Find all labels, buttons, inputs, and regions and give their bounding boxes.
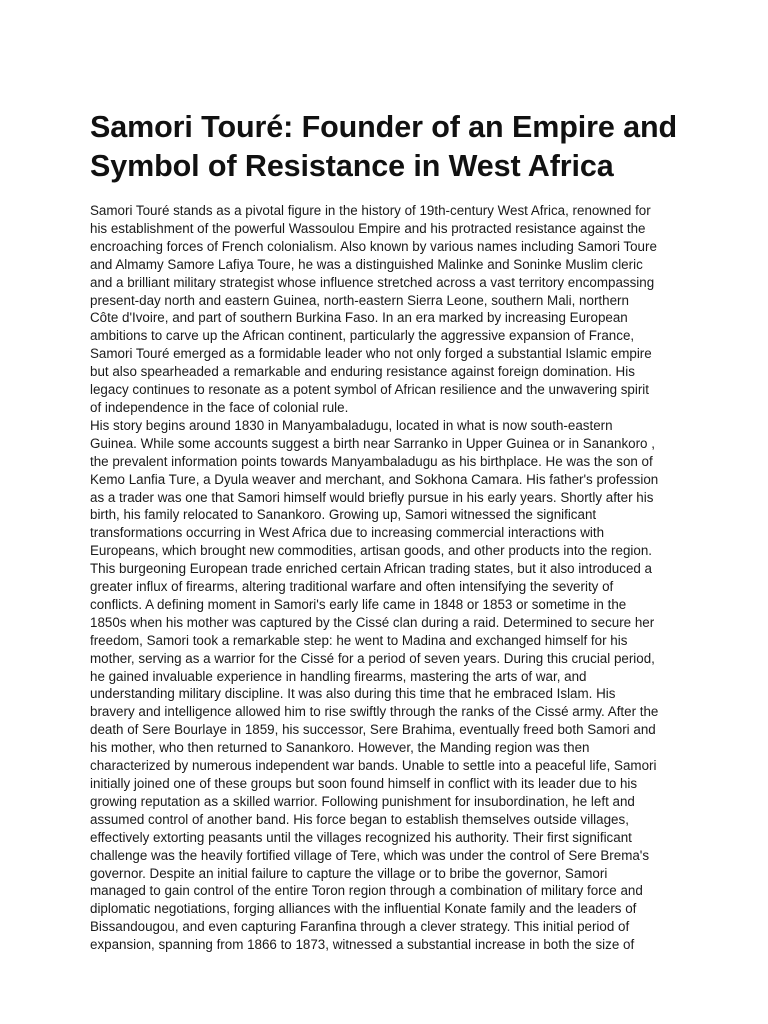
- paragraph-line: of independence in the face of colonial rule.: [90, 399, 349, 415]
- paragraph-line: governor. Despite an initial failure to capture the village or to bribe the governor, Samori: [90, 865, 608, 881]
- paragraph-line: freedom, Samori took a remarkable step: he went to Madina and exchanged himself for his: [90, 632, 628, 648]
- paragraph-line: assumed control of another band. His force began to establish themselves outside villages,: [90, 811, 629, 827]
- paragraph-line: present-day north and eastern Guinea, north-eastern Sierra Leone, southern Mali, northern: [90, 292, 629, 308]
- paragraph-line: death of Sere Bourlaye in 1859, his successor, Sere Brahima, eventually freed both Samori and: [90, 722, 656, 738]
- paragraph-container: [90, 202, 690, 954]
- paragraph-line: legacy continues to resonate as a potent symbol of African resilience and the unwavering spirit: [90, 382, 650, 398]
- paragraph-line: but also spearheaded a remarkable and enduring resistance against foreign domination. His: [90, 364, 635, 380]
- paragraph-line: bravery and intelligence allowed him to rise swiftly through the ranks of the Cissé army. After the: [90, 704, 659, 720]
- paragraph-line: as a trader was one that Samori himself would briefly pursue in his early years. Shortly after his: [90, 489, 654, 505]
- paragraph-line: Bissandougou, and even capturing Faranfina through a clever strategy. This initial period of: [90, 919, 630, 935]
- paragraph-line: birth, his family relocated to Sanankoro. Growing up, Samori witnessed the significant: [90, 507, 597, 523]
- document-title: [90, 108, 690, 186]
- paragraph-line: Guinea. While some accounts suggest a birth near Sarranko in Upper Guinea or in Sanankoro ,: [90, 435, 655, 451]
- paragraph-line: His story begins around 1830 in Manyambaladugu, located in what is now south-eastern: [90, 417, 613, 433]
- document-page: [90, 108, 690, 954]
- paragraph-line: Côte d'Ivoire, and part of southern Burkina Faso. In an era marked by increasing European: [90, 310, 628, 326]
- title-line: Symbol of Resistance in West Africa: [90, 149, 614, 183]
- paragraph-line: he gained invaluable experience in handling firearms, mastering the arts of war, and: [90, 668, 587, 684]
- paragraph-line: Samori Touré stands as a pivotal figure in the history of 19th-century West Africa, renowned for: [90, 203, 651, 218]
- paragraph-line: initially joined one of these groups but soon found himself in conflict with its leader due to his: [90, 776, 638, 791]
- paragraph-line: conflicts. A defining moment in Samori's early life came in 1848 or 1853 or sometime in the: [90, 596, 627, 612]
- paragraph-line: This burgeoning European trade enriched certain African trading states, but it also introduced a: [90, 561, 653, 577]
- paragraph: [90, 202, 690, 417]
- paragraph-line: Kemo Lanfia Ture, a Dyula weaver and merchant, and Sokhona Camara. His father's profession: [90, 471, 659, 487]
- paragraph-line: transformations occurring in West Africa due to increasing commercial interactions with: [90, 525, 605, 541]
- paragraph-line: mother, serving as a warrior for the Cissé for a period of seven years. During this crucial period,: [90, 650, 655, 666]
- paragraph-line: diplomatic negotiations, forging alliances with the influential Konate family and the leaders of: [90, 901, 637, 917]
- paragraph-line: Samori Touré emerged as a formidable leader who not only forged a substantial Islamic empire: [90, 346, 652, 362]
- title-line: Samori Touré: Founder of an Empire and: [90, 110, 678, 144]
- paragraph-line: expansion, spanning from 1866 to 1873, witnessed a substantial increase in both the size of: [90, 937, 635, 953]
- paragraph-line: greater influx of firearms, altering traditional warfare and often intensifying the severity of: [90, 579, 614, 595]
- paragraph-line: effectively extorting peasants until the villages recognized his authority. Their first significant: [90, 829, 632, 845]
- paragraph-line: and a brilliant military strategist whose influence stretched across a vast territory encompassing: [90, 274, 655, 290]
- paragraph-line: challenge was the heavily fortified village of Tere, which was under the control of Sere Brema's: [90, 847, 650, 863]
- paragraph-line: characterized by numerous independent war bands. Unable to settle into a peaceful life, Samori: [90, 758, 657, 774]
- paragraph-line: Europeans, which brought new commodities, artisan goods, and other products into the region.: [90, 543, 652, 559]
- paragraph-line: and Almamy Samore Lafiya Toure, he was a distinguished Malinke and Soninke Muslim cleric: [90, 256, 643, 272]
- document-body: [90, 202, 690, 954]
- paragraph-line: 1850s when his mother was captured by the Cissé clan during a raid. Determined to secure her: [90, 614, 655, 630]
- paragraph: [90, 417, 690, 954]
- paragraph-line: the prevalent information points towards Manyambaladugu as his birthplace. He was the son of: [90, 453, 653, 469]
- paragraph-line: understanding military discipline. It was also during this time that he embraced Islam. His: [90, 686, 616, 702]
- paragraph-line: managed to gain control of the entire Toron region through a combination of military force and: [90, 883, 643, 899]
- paragraph-line: encroaching forces of French colonialism. Also known by various names including Samori Toure: [90, 238, 657, 254]
- paragraph-line: his mother, who then returned to Sanankoro. However, the Manding region was then: [90, 740, 590, 756]
- paragraph-line: ambitions to carve up the African continent, particularly the aggressive expansion of France,: [90, 328, 635, 344]
- paragraph-line: his establishment of the powerful Wassoulou Empire and his protracted resistance against the: [90, 220, 646, 236]
- paragraph-line: growing reputation as a skilled warrior. Following punishment for insubordination, he left and: [90, 793, 635, 809]
